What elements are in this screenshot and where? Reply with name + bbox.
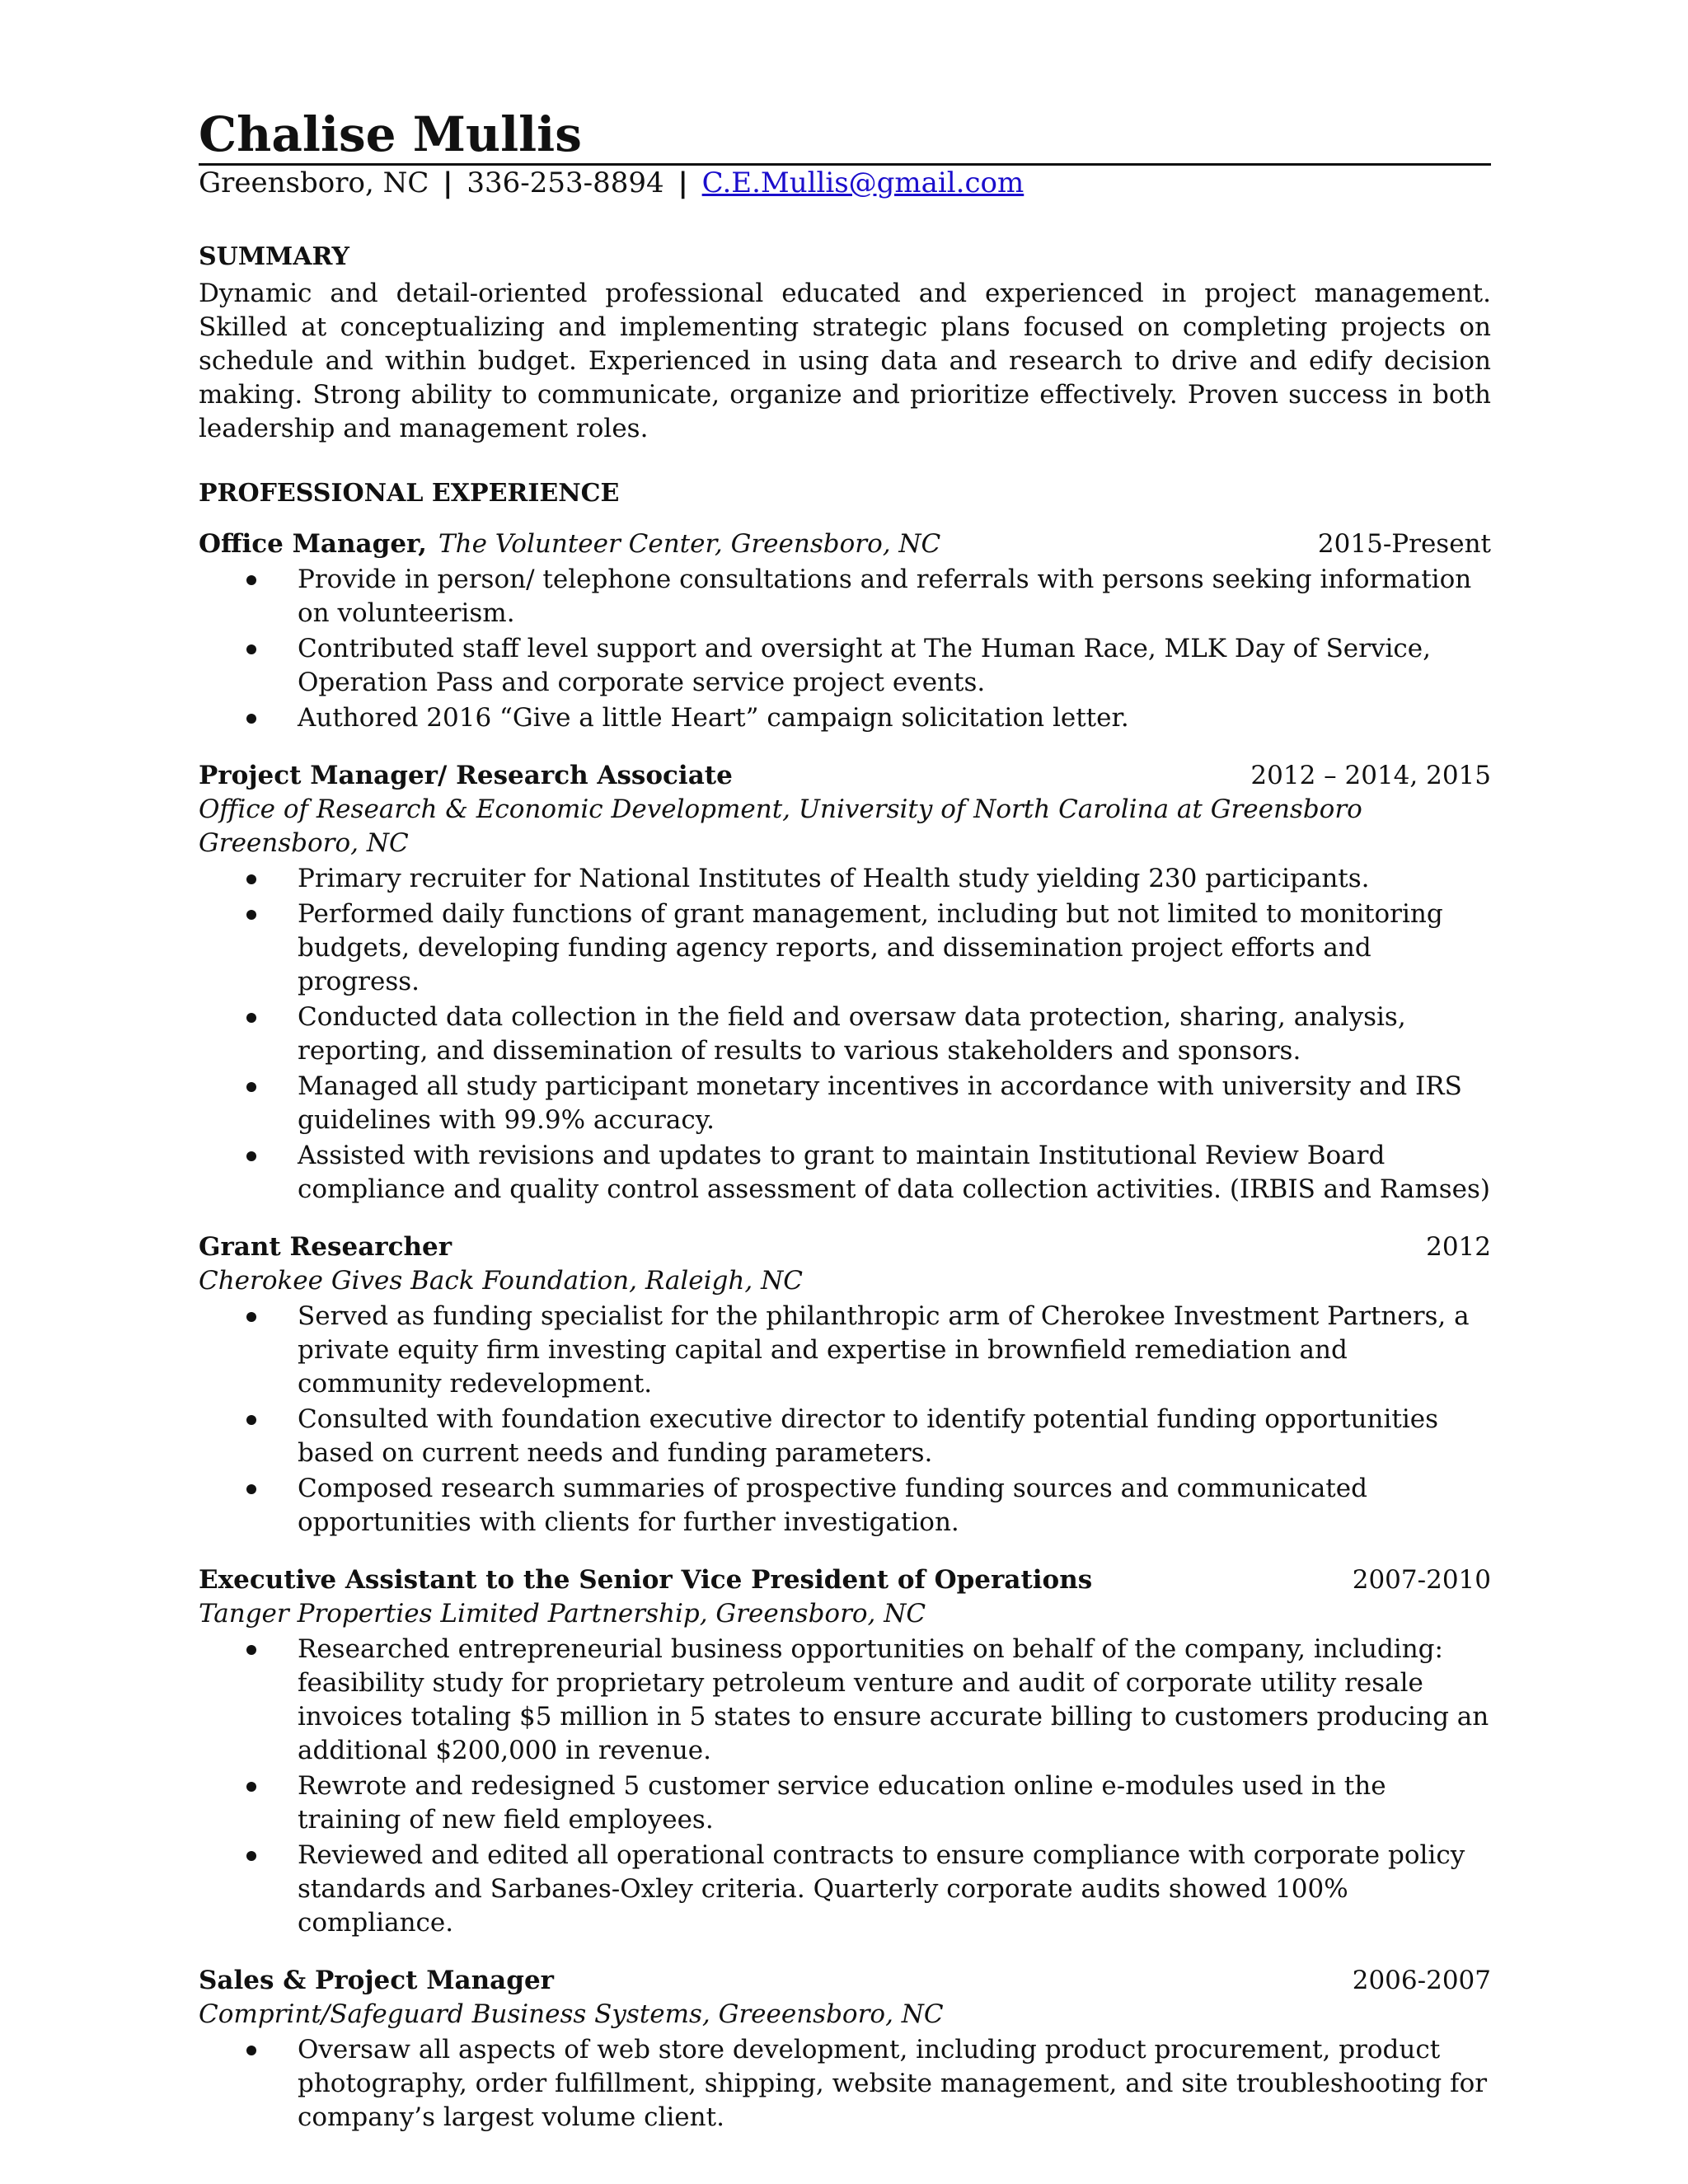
bullet-item: Composed research summaries of prospective funding sources and communicated opportunities with clients for further investigation. (199, 1472, 1491, 1540)
bullet-item: Consulted with foundation executive director to identify potential funding opportunities based on current needs and funding parameters. (199, 1403, 1491, 1470)
bullet-icon (246, 1851, 256, 1861)
job-title: Executive Assistant to the Senior Vice President of Operations (199, 1565, 1093, 1596)
bullet-icon (246, 1151, 256, 1161)
job-dates: 2006-2007 (1352, 1966, 1491, 1996)
bullet-icon (246, 1782, 256, 1792)
bullet-icon (246, 2046, 256, 2055)
bullet-icon (246, 644, 256, 654)
job-dates: 2012 – 2014, 2015 (1250, 761, 1491, 791)
job-location: Greensboro, NC (199, 828, 409, 859)
job-entry (199, 527, 1491, 735)
phone: 336-253-8894 (467, 166, 664, 199)
job-bullets (199, 2033, 1491, 2135)
job-entry (199, 1230, 1491, 1540)
bullet-icon (246, 1013, 256, 1023)
bullet-icon (246, 1484, 256, 1494)
job-header (199, 1563, 1491, 1597)
job-bullets (199, 1633, 1491, 1940)
job-organization: The Volunteer Center, Greensboro, NC (438, 529, 941, 560)
bullet-icon (246, 910, 256, 920)
job-entry (199, 1563, 1491, 1940)
job-title: Office Manager, (199, 529, 427, 560)
bullet-item: Primary recruiter for National Institutes of Health study yielding 230 participants. (199, 862, 1491, 896)
bullet-item: Performed daily functions of grant management, including but not limited to monitoring budgets, developing funding agency reports, and dissemination project efforts and progress. (199, 898, 1491, 999)
job-dates: 2007-2010 (1352, 1565, 1491, 1596)
bullet-icon (246, 714, 256, 724)
job-bullets (199, 563, 1491, 735)
bullet-icon (246, 1415, 256, 1425)
job-bullets (199, 862, 1491, 1207)
job-bullets (199, 1300, 1491, 1540)
job-header (199, 758, 1491, 793)
bullet-item: Researched entrepreneurial business opportunities on behalf of the company, including: feasibility study for proprietary petroleum venture and audit of corporate utility resale invoices totaling $5 million in 5 states to ensure accurate billing to customers producing an additional $200,000 in revenue. (199, 1633, 1491, 1768)
job-header (199, 1230, 1491, 1264)
email-link[interactable]: C.E.Mullis@gmail.com (701, 166, 1025, 199)
job-organization: Comprint/Safeguard Business Systems, Greeensboro, NC (199, 1999, 944, 2030)
summary-heading: SUMMARY (199, 242, 349, 272)
job-title: Grant Researcher (199, 1232, 452, 1263)
bullet-icon (246, 874, 256, 884)
job-header (199, 527, 1491, 561)
job-entry (199, 758, 1491, 1207)
job-entry (199, 1963, 1491, 2135)
job-dates: 2012 (1426, 1232, 1491, 1263)
job-header (199, 1963, 1491, 1998)
summary-text: Dynamic and detail-oriented professional educated and experienced in project management. Skilled at conceptualizing and implementing strategic plans focused on completing projects on schedule and within budget. Experienced in using data and research to drive and edify decision making. Strong ability to communicate, organize and prioritize effectively. Proven success in both leadership and management roles. (199, 279, 1491, 444)
bullet-icon (246, 575, 256, 585)
bullet-item: Rewrote and redesigned 5 customer service education online e-modules used in the training of new field employees. (199, 1769, 1491, 1837)
experience-heading: PROFESSIONAL EXPERIENCE (199, 479, 620, 509)
bullet-item: Reviewed and edited all operational contracts to ensure compliance with corporate policy standards and Sarbanes-Oxley criteria. Quarterly corporate audits showed 100% compliance. (199, 1839, 1491, 1940)
bullet-item: Provide in person/ telephone consultations and referrals with persons seeking information on volunteerism. (199, 563, 1491, 630)
bullet-icon (246, 1645, 256, 1655)
job-organization: Office of Research & Economic Development, University of North Carolina at Greensboro (199, 794, 1362, 825)
bullet-item: Assisted with revisions and updates to grant to maintain Institutional Review Board compliance and quality control assessment of data collection activities. (IRBIS and Ramses) (199, 1139, 1491, 1207)
separator: | (443, 166, 453, 199)
resume-page (199, 106, 1491, 2135)
bullet-item: Contributed staff level support and oversight at The Human Race, MLK Day of Service, Operation Pass and corporate service project events. (199, 632, 1491, 700)
bullet-icon (246, 1082, 256, 1092)
bullet-item: Oversaw all aspects of web store development, including product procurement, product photography, order fulfillment, shipping, website management, and site troubleshooting for company’s largest volume client. (199, 2033, 1491, 2135)
contact-line (199, 167, 1491, 199)
candidate-name: Chalise Mullis (199, 110, 1491, 166)
location: Greensboro, NC (199, 166, 429, 199)
bullet-item: Conducted data collection in the field and oversaw data protection, sharing, analysis, reporting, and dissemination of results to various stakeholders and sponsors. (199, 1001, 1491, 1068)
bullet-item: Served as funding specialist for the philanthropic arm of Cherokee Investment Partners, a private equity firm investing capital and expertise in brownfield remediation and community redevelopment. (199, 1300, 1491, 1401)
separator: | (678, 166, 688, 199)
bullet-item: Authored 2016 “Give a little Heart” campaign solicitation letter. (199, 701, 1491, 735)
job-title: Sales & Project Manager (199, 1966, 555, 1996)
job-title: Project Manager/ Research Associate (199, 761, 733, 791)
job-organization: Tanger Properties Limited Partnership, Greensboro, NC (199, 1599, 926, 1629)
bullet-icon (246, 1312, 256, 1322)
job-dates: 2015-Present (1317, 529, 1491, 560)
job-organization: Cherokee Gives Back Foundation, Raleigh, NC (199, 1266, 803, 1296)
bullet-item: Managed all study participant monetary incentives in accordance with university and IRS guidelines with 99.9% accuracy. (199, 1070, 1491, 1137)
